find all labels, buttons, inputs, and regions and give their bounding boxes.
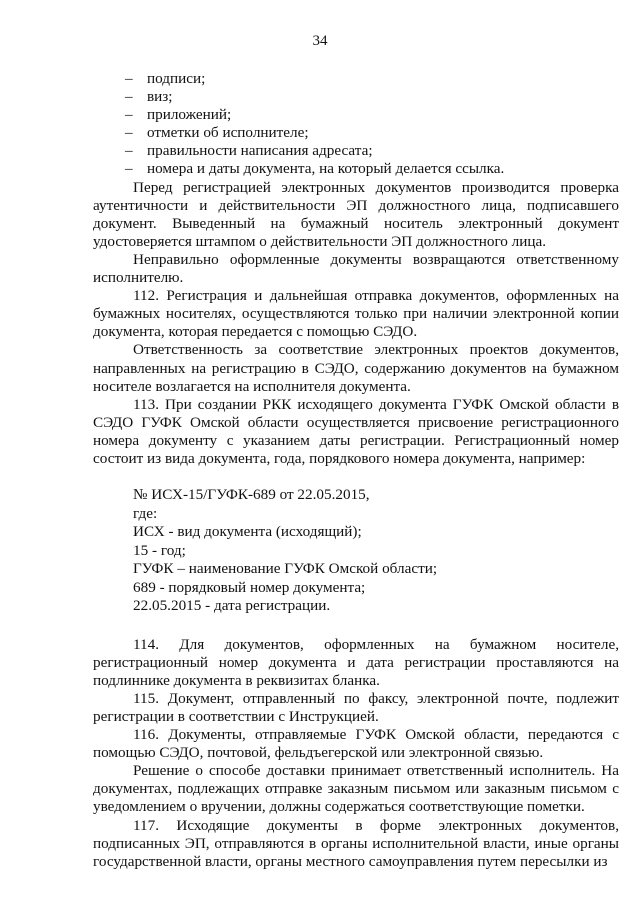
example-line: № ИСХ-15/ГУФК-689 от 22.05.2015, — [133, 486, 370, 504]
paragraph-115: 115. Документ, отправленный по факсу, электронной почте, подлежит регистрации в соответствии с Инструкцией. — [93, 689, 619, 725]
list-item-text: номера и даты документа, на который делается ссылка. — [147, 160, 505, 178]
paragraph-delivery-method: Решение о способе доставки принимает ответственный исполнитель. На документах, подлежащих отправке заказным письмом или заказным письмом с уведомлением о вручении, должны содержаться соответствующие пометки. — [93, 762, 619, 816]
list-dash: – — [125, 88, 133, 106]
paragraph-117: 117. Исходящие документы в форме электронных документов, подписанных ЭП, отправляются в органы исполнительной власти, иные органы государственной власти, органы местного самоуправления путем пересылки из — [93, 816, 619, 870]
example-line: где: — [133, 504, 158, 522]
paragraph-incorrect-documents: Неправильно оформленные документы возвращаются ответственному исполнителю. — [93, 250, 619, 287]
requisite-check-list — [93, 70, 619, 179]
paragraph-114: 114. Для документов, оформленных на бумажном носителе, регистрационный номер документа и дата регистрации проставляются на подлиннике документа в реквизитах бланка. — [93, 635, 619, 689]
list-dash: – — [125, 70, 133, 87]
list-item — [93, 106, 619, 124]
list-item-text: отметки об исполнителе; — [147, 124, 309, 142]
list-dash: – — [125, 124, 133, 142]
example-line: 22.05.2015 - дата регистрации. — [133, 597, 331, 615]
page-content — [93, 70, 619, 871]
paragraph-116: 116. Документы, отправляемые ГУФК Омской области, передаются с помощью СЭДО, почтовой, фельдъегерской или электронной связью. — [93, 726, 619, 762]
list-dash: – — [125, 160, 133, 178]
list-item-text: виз; — [147, 88, 173, 106]
example-line: 689 - порядковый номер документа; — [133, 578, 366, 596]
paragraph-signature-verification: Перед регистрацией электронных документов производится проверка аутентичности и действительности ЭП должностного лица, подписавшего документ. Выведенный на бумажный носитель электронный документ удостоверяется штампом о действительности ЭП должностного лица. — [93, 178, 619, 250]
list-dash: – — [125, 106, 133, 124]
list-item-text: правильности написания адресата; — [147, 142, 373, 160]
list-item — [93, 142, 619, 160]
registration-number-example — [133, 486, 619, 616]
list-item — [93, 124, 619, 142]
example-line: 15 - год; — [133, 541, 186, 559]
list-item — [93, 70, 619, 88]
paragraph-112: 112. Регистрация и дальнейшая отправка документов, оформленных на бумажных носителях, осуществляются только при наличии электронной копии документа, которая передается с помощью СЭДО. — [93, 287, 619, 341]
list-item — [93, 88, 619, 106]
list-item-text: подписи; — [147, 70, 206, 87]
example-line: ИСХ - вид документа (исходящий); — [133, 523, 362, 541]
list-item — [93, 160, 619, 178]
list-item-text: приложений; — [147, 106, 232, 124]
paragraph-responsibility: Ответственность за соответствие электронных проектов документов, направленных на регистрацию в СЭДО, содержанию документов на бумажном носителе возлагается на исполнителя документа. — [93, 341, 619, 395]
list-dash: – — [125, 142, 133, 160]
example-line: ГУФК – наименование ГУФК Омской области; — [133, 560, 438, 578]
paragraph-113: 113. При создании РКК исходящего документа ГУФК Омской области в СЭДО ГУФК Омской области осуществляется присвоение регистрационного номера документу с указанием даты регистрации. Регистрационный номер состоит из вида документа, года, порядкового номера документа, например: — [93, 395, 619, 467]
page-number: 34 — [312, 33, 328, 49]
